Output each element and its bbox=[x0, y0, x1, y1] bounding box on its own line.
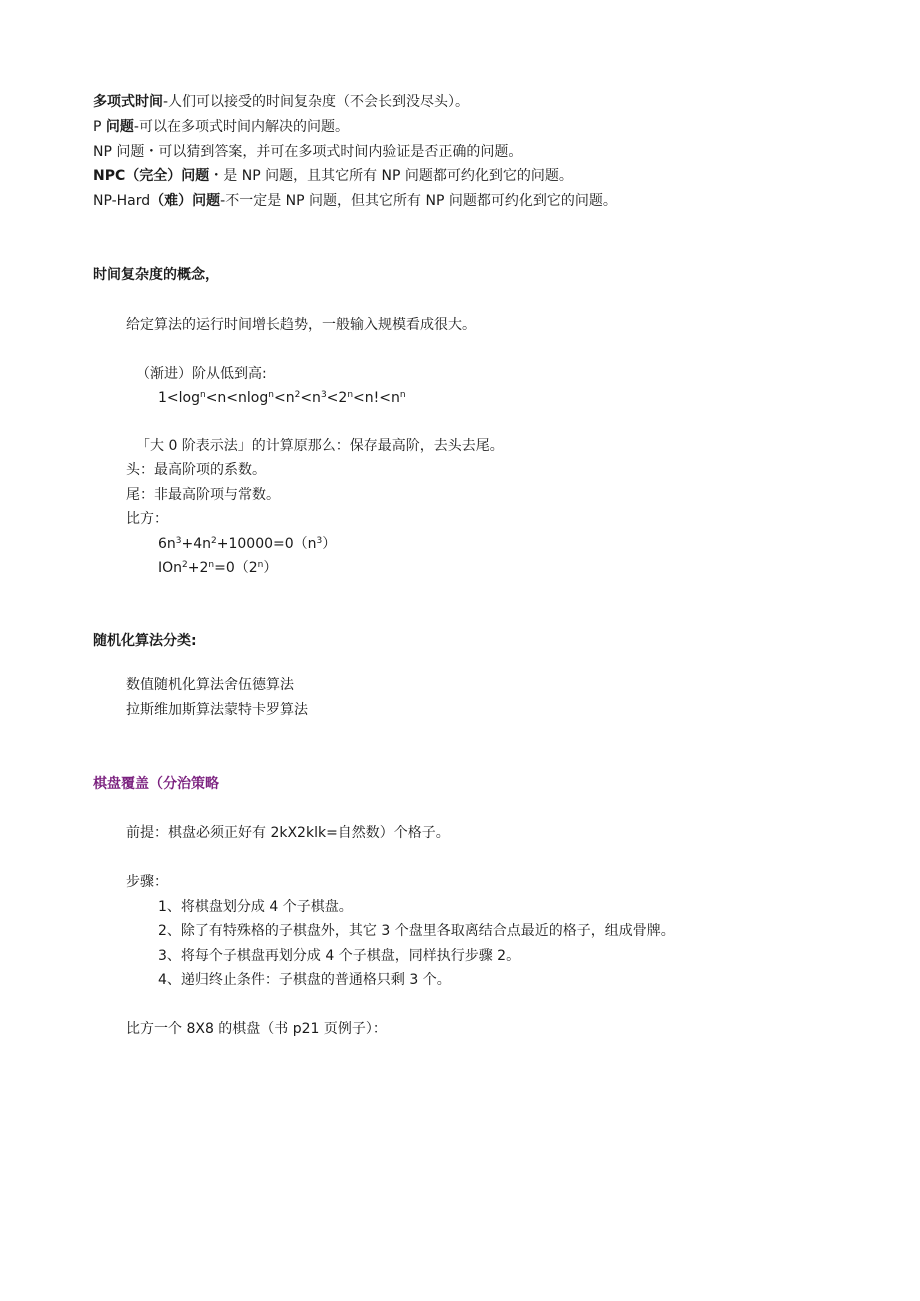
formula-sup: 3 bbox=[316, 536, 323, 546]
formula-text: <n<nlog bbox=[205, 390, 269, 406]
def-p-problem bbox=[93, 118, 349, 136]
formula-text: IOn bbox=[158, 560, 183, 576]
def-text: -人们可以接受的时间复杂度（不会长到没尽头）。 bbox=[163, 94, 470, 110]
formula-text: <n bbox=[273, 390, 295, 406]
formula-sup: n bbox=[399, 390, 406, 400]
bigo-rule: 「大 0 阶表示法」的计算原那么：保存最高阶，去头去尾。 bbox=[136, 438, 504, 454]
step-item: 2、除了有特殊格的子棋盘外，其它 3 个盘里各取离结合点最近的格子，组成骨牌。 bbox=[158, 923, 675, 939]
formula-text: ） bbox=[263, 560, 278, 576]
order-formula bbox=[158, 389, 406, 407]
term-p-problem: 问题 bbox=[105, 119, 134, 135]
random-line-1: 数值随机化算法舍伍德算法 bbox=[126, 677, 294, 693]
random-heading: 随机化算法分类: bbox=[93, 633, 197, 649]
formula-sup: 3 bbox=[320, 390, 327, 400]
def-polynomial-time bbox=[93, 93, 469, 111]
formula-text: <n!<n bbox=[353, 390, 400, 406]
formula-sup: n bbox=[347, 390, 354, 400]
term-polynomial-time: 多项式时间 bbox=[93, 94, 163, 110]
formula-text: +10000=0（n bbox=[216, 536, 317, 552]
def-np-problem: NP 问题・可以猜到答案，并可在多项式时间内验证是否正确的问题。 bbox=[93, 144, 523, 160]
step-item: 4、递归终止条件：子棋盘的普通格只剩 3 个。 bbox=[158, 972, 451, 988]
random-line-2: 拉斯维加斯算法蒙特卡罗算法 bbox=[126, 702, 308, 718]
formula-text: +2 bbox=[187, 560, 209, 576]
steps-label: 步骤： bbox=[126, 874, 168, 890]
example-label: 比方： bbox=[126, 511, 168, 527]
def-text: ・是 NP 问题，且其它所有 NP 问题都可约化到它的问题。 bbox=[209, 168, 573, 184]
chessboard-heading: 棋盘覆盖（分治策略 bbox=[93, 776, 219, 792]
chessboard-example: 比方一个 8X8 的棋盘（书 p21 页例子）： bbox=[126, 1021, 387, 1037]
formula-sup: 2 bbox=[182, 560, 188, 570]
complexity-desc: 给定算法的运行时间增长趋势，一般输入规模看成很大。 bbox=[126, 317, 476, 333]
term-nphard-problem: （难）问题 bbox=[150, 193, 221, 209]
formula-sup: n bbox=[268, 390, 274, 400]
formula-sup: 3 bbox=[175, 536, 182, 546]
formula-text: +4n bbox=[181, 536, 212, 552]
formula-sup: 2 bbox=[294, 390, 301, 400]
example-1 bbox=[158, 535, 336, 553]
def-nphard-problem bbox=[93, 192, 617, 210]
formula-sup: n bbox=[199, 390, 206, 400]
formula-text: 6n bbox=[158, 536, 176, 552]
term-prefix: NP-Hard bbox=[93, 193, 151, 209]
formula-text: =0（2 bbox=[214, 560, 258, 576]
formula-text: <2 bbox=[326, 390, 348, 406]
tail-def: 尾：非最高阶项与常数。 bbox=[126, 487, 280, 503]
def-npc-problem bbox=[93, 167, 573, 185]
step-item: 1、将棋盘划分成 4 个子棋盘。 bbox=[158, 899, 353, 915]
formula-sup: n bbox=[208, 560, 215, 570]
chessboard-premise: 前提：棋盘必须正好有 2kX2klk=自然数）个格子。 bbox=[126, 825, 450, 841]
order-label: （渐进）阶从低到高: bbox=[136, 366, 267, 382]
formula-sup: n bbox=[257, 560, 264, 570]
head-def: 头：最高阶项的系数。 bbox=[126, 462, 266, 478]
example-2 bbox=[158, 559, 277, 577]
formula-text: <n bbox=[300, 390, 321, 406]
def-text: -可以在多项式时间内解决的问题。 bbox=[133, 119, 349, 135]
formula-text: 1<log bbox=[158, 390, 200, 406]
formula-text: ） bbox=[322, 536, 337, 552]
def-text: -不一定是 NP 问题，但其它所有 NP 问题都可约化到它的问题。 bbox=[220, 193, 617, 209]
step-item: 3、将每个子棋盘再划分成 4 个子棋盘，同样执行步骤 2。 bbox=[158, 948, 521, 964]
formula-sup: 2 bbox=[211, 536, 217, 546]
complexity-heading: 时间复杂度的概念， bbox=[93, 267, 219, 283]
term-prefix: P bbox=[93, 119, 106, 135]
term-npc-problem: NPC（完全）问题 bbox=[93, 168, 210, 184]
